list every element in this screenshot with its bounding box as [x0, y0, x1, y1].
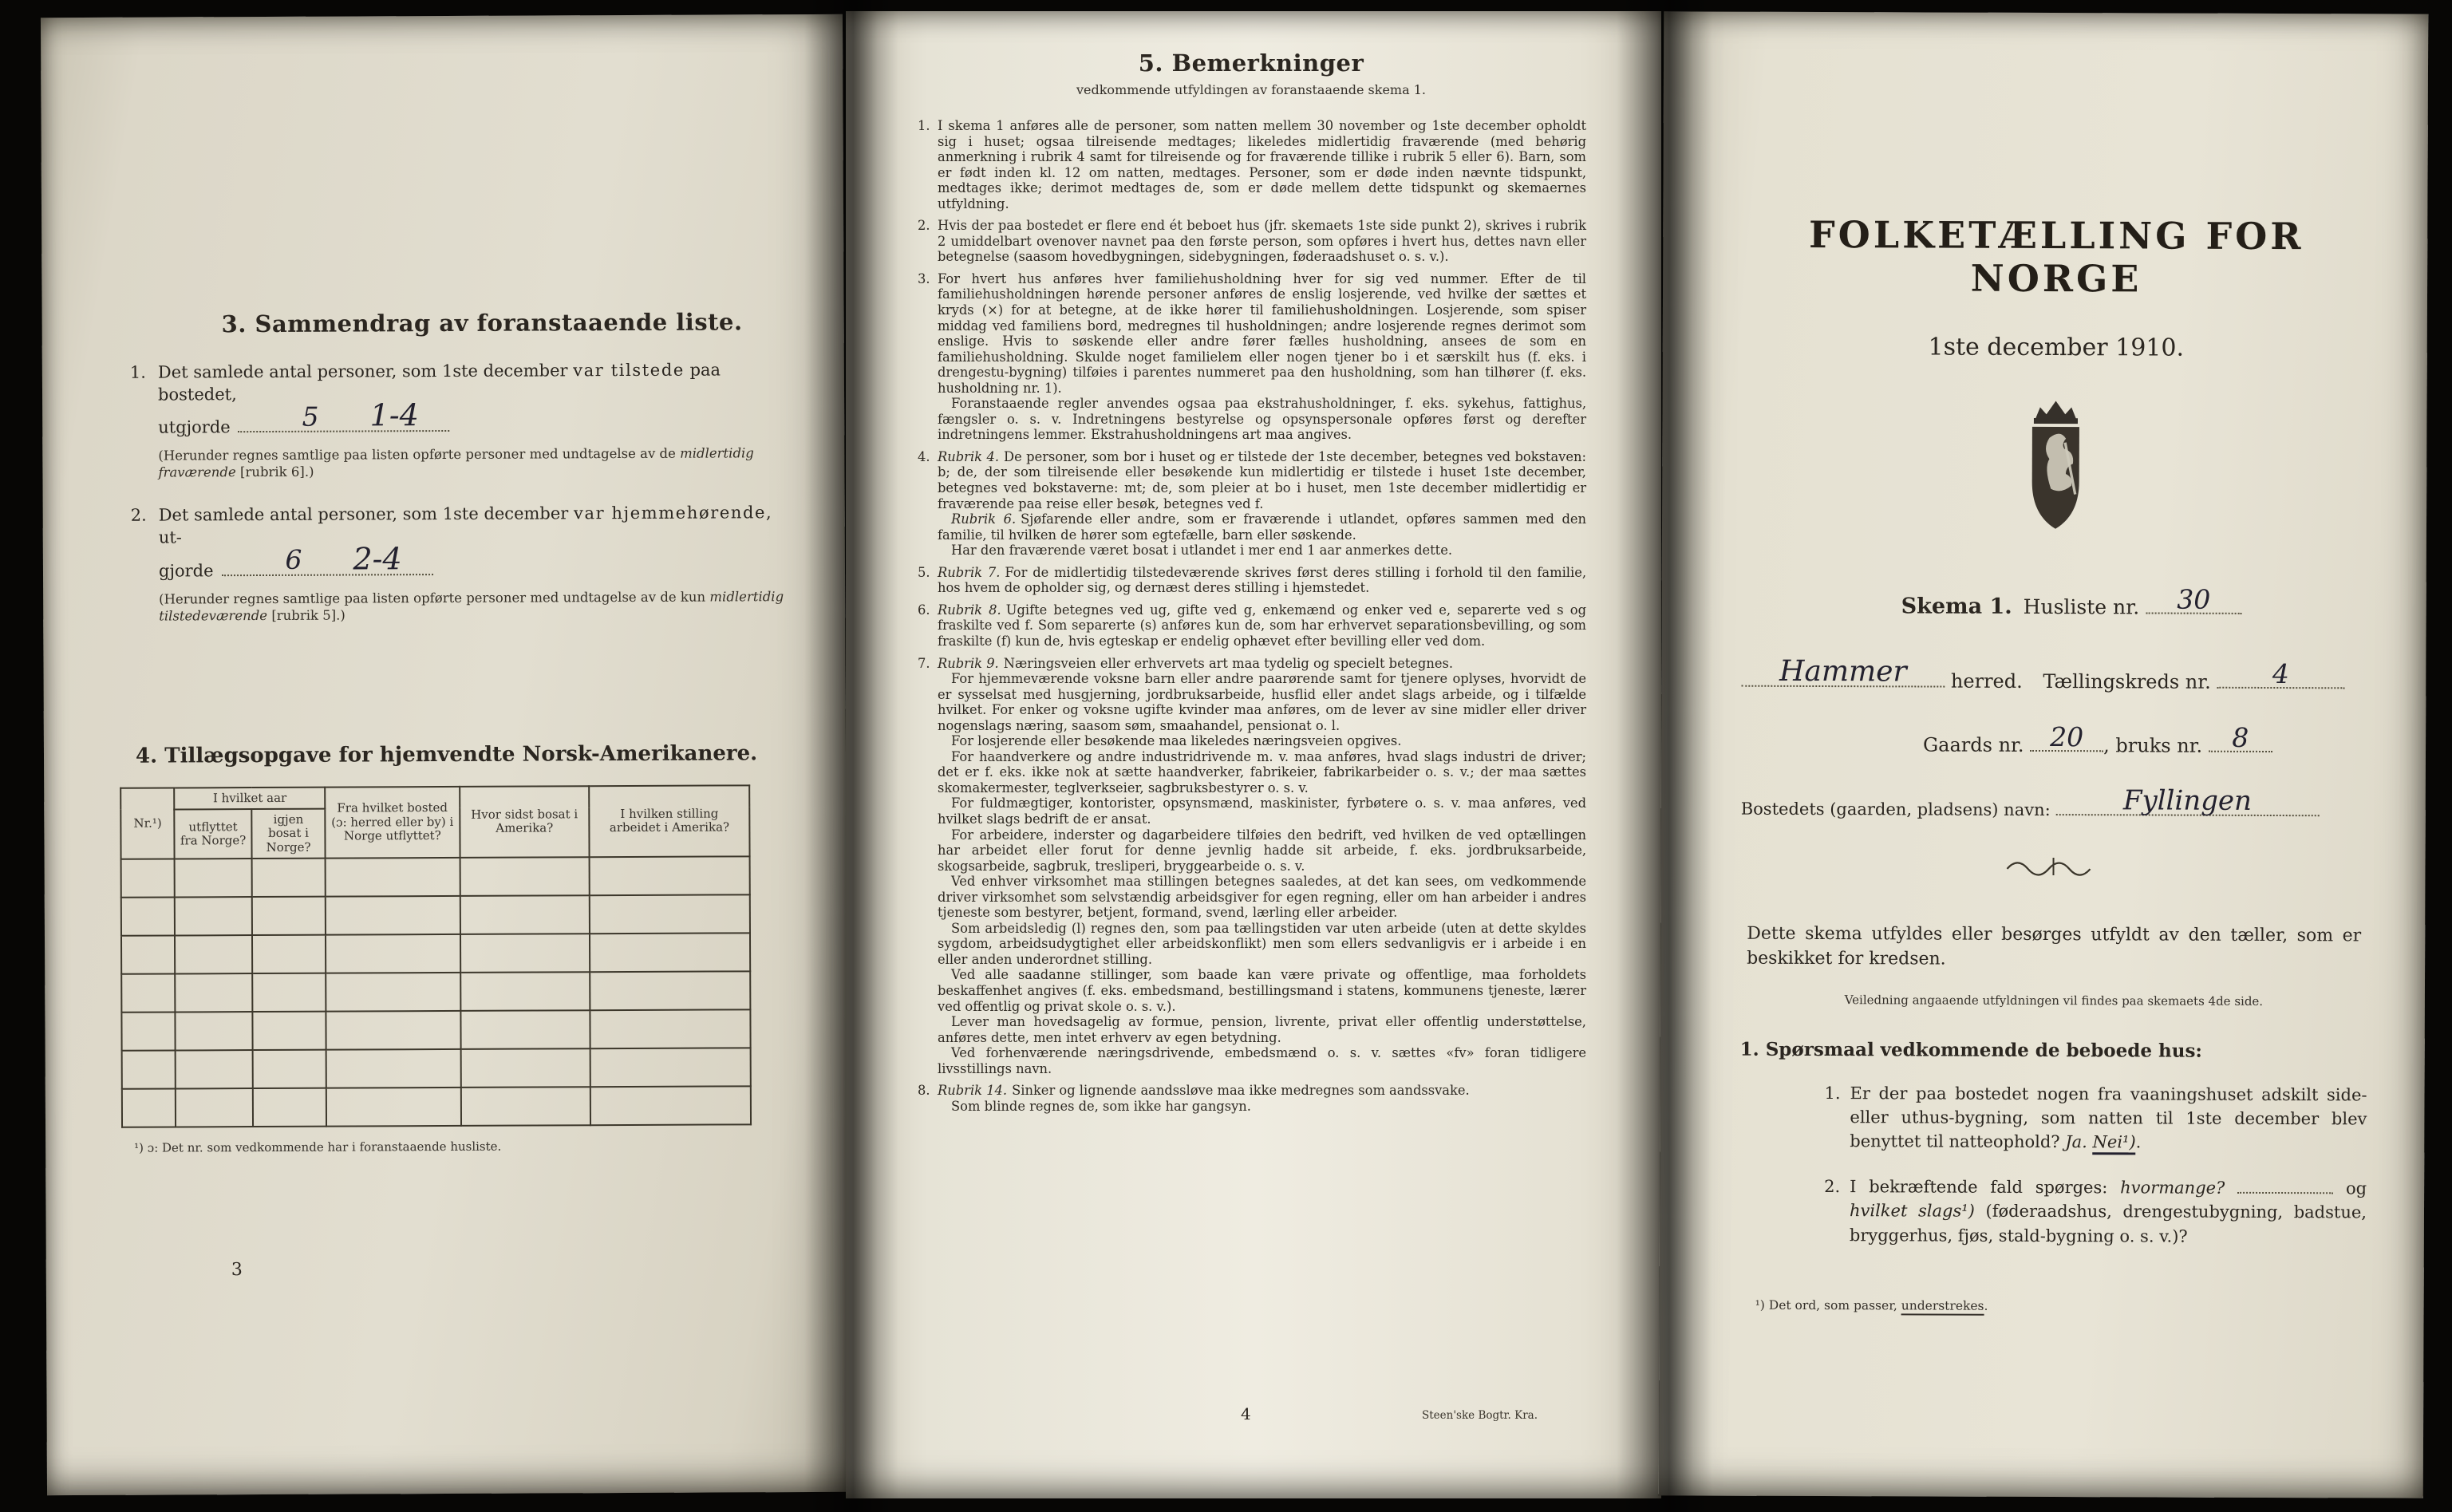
paragraph-part — [938, 874, 1586, 921]
handwritten-total-present: 5 — [302, 401, 319, 432]
handwritten-total-home: 6 — [285, 544, 302, 576]
page-number: 4 — [1241, 1404, 1251, 1423]
paragraph-part — [938, 827, 1586, 874]
footnote-underlined-word: understrekes — [1901, 1299, 1984, 1316]
paragraph-text: Ugifte betegnes ved ug, gifte ved g, enkemænd og enker ved e, separerte ved s og fraskilte ved f. Som separerte (s) anføres kun de, som har erhvervet separationsbevilling, og som fraskilte (f) kun de, hvis egteskap er endelig ophævet efter bevilling eller ved dom. — [938, 602, 1586, 649]
guide-note: Veiledning angaaende utfyldningen vil findes paa skemaets 4de side. — [1844, 992, 2264, 1009]
item-number: 1. — [129, 362, 147, 382]
summary-item-2 — [119, 502, 790, 624]
herred-blank — [1741, 654, 1945, 689]
paragraph-part — [938, 795, 1586, 827]
handwritten-husliste-number: 30 — [2177, 583, 2211, 615]
remarks-paragraph — [916, 218, 1586, 265]
note-italic: midlertidig tilstedeværende — [159, 588, 784, 624]
rubrik-lead: Rubrik 9. — [938, 655, 999, 671]
paragraph-text: For hvert hus anføres hver familiehusholdning hver for sig ved nummer. Efter de til familiehusholdningen hørende personer anføres de enslig losjerende, ved hvilke der sættes et kryds (×) for at betegne, at de ikke hører til familiehusholdningen. Losjerende, som spiser middag ved familiens bord, medregnes til husholdningen; andre losjerende regnes derimot som enslige. Hvis to søskende eller andre fører fælles husholdning, ansees de som en familiehusholdning. Skulde noget familielem eller nogen tjener bo i et særskilt hus (f. eks. i drengestu-bygning) tilføies i parentes nummeret paa den husholdning, som han tilhører (f. eks. husholdning nr. 1). — [938, 270, 1586, 396]
paragraph-part — [938, 671, 1586, 733]
dotted-blank — [221, 540, 432, 577]
paragraph-text: Ved alle saadanne stillinger, som baade kan være private og offentlige, maa forholdets beskaffenhet angives (f. eks. embedsmand, bestillingsmand i statens, kommunens tjeneste, lærer ved offentlig og privat skole o. s. v.). — [938, 967, 1586, 1014]
paragraph-part — [938, 967, 1586, 1014]
remarks-paragraph — [916, 1083, 1586, 1114]
paragraph-text: Sjøfarende eller andre, som er fraværende i utlandet, opføres sammen med den familie, til hvilken de hører som egtefælle, barn eller søskende. — [938, 511, 1586, 543]
middle-page — [846, 11, 1661, 1498]
census-title: FOLKETÆLLING FOR NORGE — [1808, 212, 2304, 301]
handwritten-bruks-number: 8 — [2232, 721, 2249, 753]
dotted-blank — [2237, 1178, 2333, 1194]
table-empty-rows — [121, 856, 751, 1127]
item-text-post: , ut- — [158, 503, 772, 547]
paragraph-number: 6. — [918, 602, 930, 618]
remarks-paragraphs — [916, 118, 1586, 1114]
paragraph-text: Ved forhenværende næringsdrivende, embedsmænd o. s. v. sættes «fv» foran tidligere livsstillings navn. — [938, 1045, 1586, 1076]
paragraph-part — [938, 921, 1586, 968]
col-header-where-america: Hvor sidst bosat i Amerika? — [460, 786, 590, 858]
rubrik-lead: Rubrik 4. — [938, 448, 1000, 464]
question-paren: (føderaadshus, drengestubygning, badstue, bryggerhus, fjøs, stald-bygning o. s. v.)? — [1849, 1202, 2367, 1246]
paragraph-part — [938, 511, 1586, 543]
col-header-year-out: utflyttet fra Norge? — [175, 809, 252, 859]
paragraph-text: For de midlertidig tilstedeværende skrives først deres stilling i forhold til den familie, hos hvem de opholder sig, og dernæst deres stilling i hjemstedet. — [938, 564, 1587, 596]
paragraph-number: 8. — [918, 1083, 930, 1099]
paragraph-text: Som blinde regnes de, som ikke har gangsyn. — [951, 1098, 1251, 1114]
paragraph-part — [938, 396, 1586, 443]
paragraph-text: Har den fraværende været bosat i utlandet i mer end 1 aar anmerkes dette. — [951, 543, 1453, 559]
gaards-blank — [2030, 721, 2103, 753]
paragraph-part — [938, 565, 1586, 596]
table-footnote: ¹) ɔ: Det nr. som vedkommende har i foranstaaende husliste. — [134, 1139, 502, 1155]
gaards-label: Gaards nr. — [1922, 733, 2024, 756]
remarks-paragraph — [916, 602, 1586, 649]
bosted-line — [1740, 784, 2368, 821]
coat-of-arms-norway — [1742, 394, 2370, 550]
paragraph-part — [938, 218, 1586, 265]
herred-line — [1741, 654, 2368, 694]
paragraph-number: 7. — [918, 655, 930, 671]
col-header-nr: Nr.¹) — [120, 788, 175, 859]
note-italic: midlertidig fraværende — [158, 445, 754, 480]
remarks-paragraph — [916, 656, 1586, 1077]
rubrik-lead: Rubrik 7. — [938, 564, 1001, 580]
paragraph-text: Sinker og lignende aandssløve maa ikke medregnes som aandssvake. — [1012, 1083, 1470, 1099]
husliste-label: Husliste nr. — [2023, 594, 2140, 619]
paragraph-text: Lever man hovedsagelig av formue, pension, livrente, privat eller offentlig understøttelse, anføres dette, men intet erhverv av egen betydning. — [938, 1014, 1586, 1045]
census-date: 1ste december 1910. — [1928, 333, 2185, 362]
item-note — [159, 588, 789, 625]
paragraph-text: De personer, som bor i huset og er tilstede der 1ste december, betegnes ved bokstaven: b; de, der som tilreisende eller besøkende kun midlertidig er tilstede i huset 1ste december, betegnes ved bokstaverne: mt; de, som pleier at bo i huset, men 1ste december midlertidig er fraværende paa reise eller besøk, betegnes ved f. — [938, 448, 1586, 511]
item-text-emphasis: var hjemmehørende — [573, 503, 767, 523]
item-number: 2. — [130, 506, 147, 526]
question-2 — [1739, 1174, 2367, 1249]
item-text-emphasis: var tilstede — [573, 360, 685, 381]
handwritten-bosted-name: Fyllingen — [2122, 784, 2253, 817]
paragraph-text: Næringsveien eller erhvervets art maa tydelig og specielt betegnes. — [1003, 655, 1453, 671]
rubrik-lead: Rubrik 8. — [938, 602, 1001, 618]
paragraph-number: 2. — [918, 218, 930, 234]
dotted-blank — [239, 397, 450, 433]
answer-no-period: . — [2135, 1132, 2142, 1152]
answer-no-underlined: Nei¹) — [2092, 1133, 2135, 1155]
fill-line — [158, 540, 789, 582]
item-note — [158, 444, 788, 481]
handwritten-range-home: 2-4 — [353, 540, 402, 577]
skema-line — [1742, 583, 2369, 621]
bosted-label: Bostedets (gaarden, pladsens) navn: — [1740, 799, 2051, 820]
paragraph-part — [938, 271, 1586, 396]
remarks-paragraph — [916, 449, 1586, 559]
fill-line — [158, 397, 788, 440]
paragraph-text: For arbeidere, inderster og dagarbeidere tilføies den bedrift, ved hvilken de ved optællingen har arbeidet eller forut for denne jevnlig hadde sit arbeide, f. eks. jordbruksarbeide, skogsarbeide, sagbruk, tresliperi, bryggearbeide o. s. v. — [938, 827, 1586, 874]
footnote-post: . — [1984, 1298, 1988, 1313]
kreds-blank — [2217, 658, 2344, 690]
note-post: [rubrik 6].) — [235, 464, 314, 480]
table-row — [121, 1009, 750, 1050]
paragraph-text: Ved enhver virksomhet maa stillingen betegnes saaledes, at det kan sees, om vedkommende driver virksomhet som selvstændig arbeidsgiver for egen regning, eller om han arbeider i andres tjeneste som bestyrer, betjent, formand, svend, lærling eller arbeider. — [938, 874, 1586, 921]
page-number: 3 — [231, 1260, 243, 1281]
skema-label: Skema 1. — [1901, 594, 2012, 619]
rubrik-lead: Rubrik 14. — [938, 1083, 1008, 1099]
handwritten-kreds-number: 4 — [2272, 658, 2289, 690]
item-text-pre: Det samlede antal personer, som 1ste december — [157, 361, 574, 382]
paragraph-text: For losjerende eller besøkende maa likeledes næringsveien opgives. — [951, 733, 1402, 749]
question-text-mid: og — [2333, 1178, 2367, 1198]
remarks-paragraph — [916, 565, 1586, 596]
paragraph-part — [938, 749, 1586, 796]
note-pre: (Herunder regnes samtlige paa listen opførte personer med undtagelse av de kun — [159, 589, 710, 607]
paragraph-part — [938, 1014, 1586, 1045]
fill-line-label: utgjorde — [158, 417, 231, 438]
footnote-pre: ¹) Det ord, som passer, — [1755, 1297, 1901, 1313]
table-row — [122, 1048, 751, 1088]
note-pre: (Herunder regnes samtlige paa listen opførte personer med undtagelse av de — [158, 445, 681, 464]
divider-ornament — [1740, 854, 2367, 883]
left-page-content — [118, 308, 792, 1155]
paragraph-part — [938, 733, 1586, 749]
middle-page-content — [916, 49, 1586, 1120]
gaards-line — [1741, 721, 2368, 758]
kreds-label: Tællingskreds nr. — [2043, 669, 2211, 693]
questions-heading: 1. Spørsmaal vedkommende de beboede hus: — [1739, 1038, 2202, 1062]
paragraph-text: Som arbeidsledig (l) regnes den, som paa tællingstiden var uten arbeide (uten at dette skyldes sygdom, arbeidsudygtighet eller arbeidskonflikt) men som ellers sedvanligvis er i arbeide i en eller anden underordnet stilling. — [938, 920, 1586, 967]
handwritten-herred-name: Hammer — [1779, 654, 1907, 689]
remarks-subheading: vedkommende utfyldingen av foranstaaende skema 1. — [1076, 82, 1426, 97]
paragraph-number: 1. — [918, 118, 930, 133]
col-header-year-back: igjen bosat i Norge? — [251, 809, 326, 859]
paragraph-text: For haandverkere og andre industridrivende m. v. maa anføres, hvad slags industri de driver; det er f. eks. ikke nok at sætte haandverker, fabrikeier, fabrikarbeider o. s. v.; der maa sættes skomakermester, teglverkseier, sagbruksbestyrer o. s. v. — [938, 748, 1586, 795]
col-header-year-group: I hvilket aar — [175, 787, 326, 809]
paragraph-part — [938, 1083, 1586, 1099]
question-italic-1: hvormange? — [2120, 1178, 2225, 1198]
right-page-content — [1739, 12, 2371, 1315]
table-row — [122, 1086, 751, 1127]
rubrik-lead: Rubrik 6. — [951, 511, 1017, 527]
paragraph-part — [938, 118, 1586, 211]
left-page — [41, 14, 849, 1495]
printer-mark: Steen'ske Bogtr. Kra. — [1422, 1409, 1538, 1422]
question-text: Er der paa bostedet nogen fra vaaningshuset adskilt side- eller uthus-bygning, som natten til 1ste december blev benyttet til natteophold? — [1850, 1083, 2367, 1152]
answer-yes: Ja. — [2065, 1132, 2087, 1152]
paragraph-text: Foranstaaende regler anvendes ogsaa paa ekstrahusholdninger, f. eks. sykehus, fattighus, fængsler o. s. v. Indretningens bestyrelse og opsynspersonale opføres først og derefter indretningens lemmer. Ekstrahusholdningens art maa angives. — [938, 396, 1586, 443]
paragraph-number: 3. — [918, 270, 930, 286]
paragraph-text: For hjemmeværende voksne barn eller andre paarørende samt for tjenere oplyses, hvorvidt de er sysselsat med husgjerning, jordbruksarbeide, husflid eller andet slags arbeide, og i tilfælde hvilket. For enker og voksne ugifte kvinder maa anføres, om de lever av sine midler eller driver nogenslags næring, saasom søm, smaahandel, pensionat o. l. — [938, 671, 1586, 733]
table-row — [121, 856, 750, 897]
right-page — [1659, 11, 2428, 1498]
fill-line-label: gjorde — [158, 561, 214, 581]
norwegian-americans-table — [120, 784, 752, 1127]
table-row — [121, 933, 750, 973]
paragraph-part — [938, 602, 1586, 649]
paragraph-number: 5. — [918, 564, 930, 580]
handwritten-range-present: 1-4 — [369, 397, 419, 433]
filler-instruction: Dette skema utfyldes eller besørges utfyldt av den tæller, som er beskikket for kredsen. — [1747, 923, 2362, 969]
paragraph-part — [938, 449, 1586, 511]
bruks-label: , bruks nr. — [2103, 734, 2203, 757]
col-header-position: I hvilken stilling arbeidet i Amerika? — [589, 785, 749, 857]
note-post: [rubrik 5].) — [267, 607, 345, 623]
col-header-from: Fra hvilket bosted (ɔ: herred eller by) i Norge utflyttet? — [325, 787, 460, 859]
paragraph-part — [938, 1045, 1586, 1076]
remarks-heading: 5. Bemerkninger — [1138, 49, 1364, 77]
paragraph-text: For fuldmægtiger, kontorister, opsynsmænd, maskinister, fyrbøtere o. s. v. maa anføres, ved hvilket slags bedrift de er ansat. — [938, 795, 1586, 827]
right-page-footnote — [1755, 1298, 2367, 1315]
table-row — [121, 894, 750, 935]
paragraph-number: 4. — [918, 448, 930, 464]
question-text-pre: I bekræftende fald spørges: — [1850, 1177, 2121, 1198]
paragraph-part — [938, 656, 1586, 672]
paragraph-part — [938, 1099, 1586, 1115]
bosted-blank — [2055, 784, 2319, 817]
question-italic-2: hvilket slags¹) — [1849, 1201, 1975, 1222]
item-text-post: paa bostedet, — [157, 360, 721, 405]
summary-item-1 — [118, 359, 789, 481]
item-text-pre: Det samlede antal personer, som 1ste december — [158, 503, 575, 525]
question-1 — [1739, 1080, 2367, 1155]
section4-heading: 4. Tillægsopgave for hjemvendte Norsk-Amerikanere. — [135, 741, 758, 768]
paragraph-text: I skema 1 anføres alle de personer, som natten mellem 30 november og 1ste december opholdt sig i huset; ogsaa tilreisende medtages; likeledes midlertidig fraværende (med behørig anmerkning i rubrik 4 samt for tilreisende og for fraværende tillike i rubrik 5 eller 6). Barn, som er født inden kl. 12 om natten, medtages. Personer, som er døde inden nævnte tidspunkt, medtages ikke; derimot medtages de, som er døde mellem dette tidspunkt og skemaernes utfyldning. — [938, 118, 1586, 211]
remarks-paragraph — [916, 271, 1586, 443]
bruks-blank — [2209, 721, 2272, 753]
paragraph-part — [938, 543, 1586, 559]
husliste-blank — [2146, 583, 2241, 615]
question-number: 1. — [1824, 1083, 1841, 1103]
handwritten-gaards-number: 20 — [2050, 721, 2084, 753]
section3-heading: 3. Sammendrag av foranstaaende liste. — [221, 308, 743, 338]
remarks-paragraph — [916, 118, 1586, 211]
question-number: 2. — [1824, 1176, 1841, 1197]
paragraph-text: Hvis der paa bostedet er flere end ét beboet hus (jfr. skemaets 1ste side punkt 2), skrives i rubrik 2 umiddelbart ovenover navnet paa den første person, som opføres i hvert hus, dettes navn eller betegnelse (saasom hovedbygningen, sidebygningen, føderaadshuset o. s. v.). — [938, 218, 1586, 265]
herred-label: herred. — [1950, 669, 2023, 693]
table-row — [121, 971, 750, 1012]
